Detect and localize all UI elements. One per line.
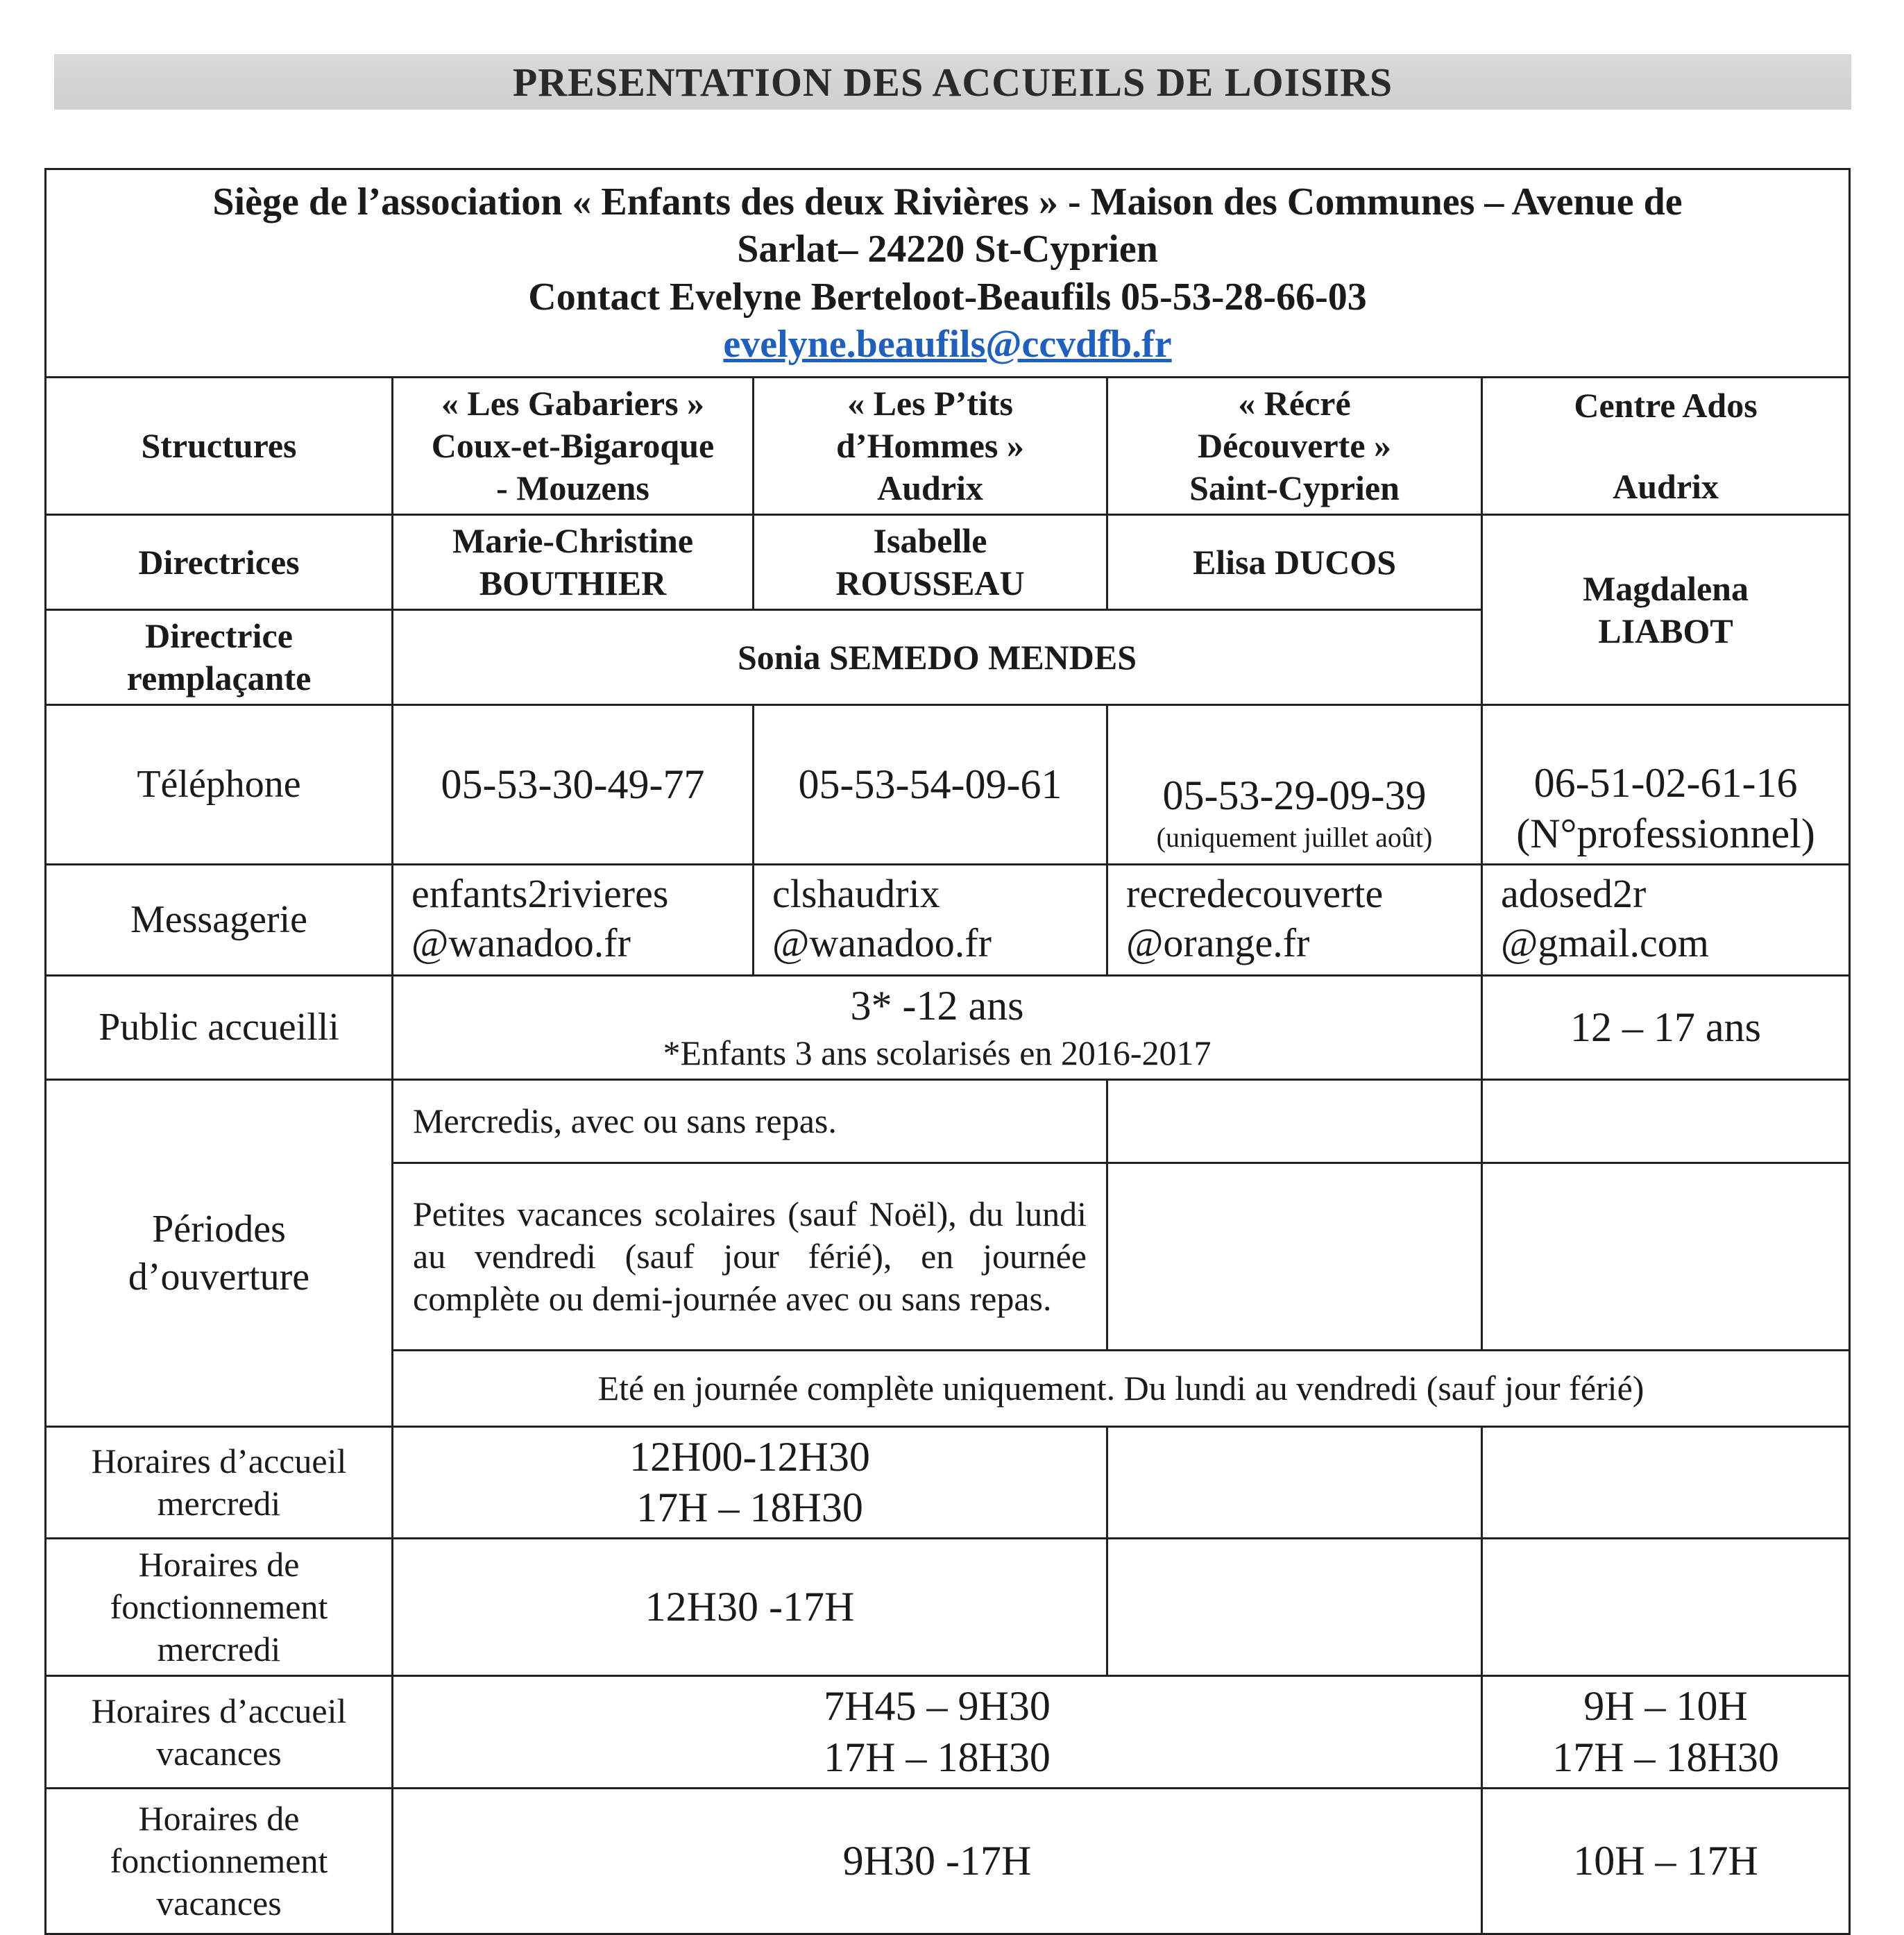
structure-gabariers (393, 378, 754, 515)
email-recre[interactable] (1107, 865, 1482, 976)
structure-recre-line: « Récré (1238, 384, 1351, 423)
directrice-name-line: Magdalena (1583, 568, 1749, 608)
structure-gabariers-line: Coux-et-Bigaroque (431, 426, 715, 465)
label-line: Horaires d’accueil (91, 1691, 347, 1730)
empty-cell (1107, 1080, 1482, 1163)
label-line: Horaires de (138, 1545, 300, 1585)
structure-ados-line: Audrix (1613, 466, 1719, 506)
label-fonct-vacances (46, 1788, 393, 1934)
empty-cell (1107, 1427, 1482, 1539)
title-band (54, 54, 1851, 110)
label-line: mercredi (157, 1630, 281, 1669)
label-fonct-mercredi (46, 1539, 393, 1676)
label-remplacante (46, 610, 393, 705)
email-part: @orange.fr (1126, 920, 1310, 965)
loisirs-table (44, 168, 1851, 1935)
header-email-link[interactable]: evelyne.beaufils@ccvdfb.fr (723, 322, 1172, 366)
phone-note: (N°professionnel) (1516, 810, 1815, 856)
directrice-centre-ados (1482, 515, 1850, 705)
row-messagerie (46, 865, 1850, 976)
label-public: Public accueilli (46, 976, 393, 1080)
label-line: mercredi (157, 1484, 281, 1523)
row-fonct-vacances (46, 1788, 1850, 1934)
association-header (46, 169, 1850, 378)
empty-cell (1482, 1080, 1850, 1163)
hours-line: 17H – 18H30 (824, 1734, 1051, 1780)
email-gabariers[interactable] (393, 865, 754, 976)
label-telephone: Téléphone (46, 705, 393, 865)
hours-line: 12H00-12H30 (629, 1434, 870, 1480)
periode-petites-vacances: Petites vacances scolaires (sauf Noël), du lundi au vendredi (sauf jour férié), en journée complète ou demi-journée avec ou sans repas. (393, 1163, 1107, 1351)
label-line: d’ouverture (128, 1255, 310, 1299)
row-structures (46, 378, 1850, 515)
public-age-range: 3* -12 ans (850, 983, 1024, 1029)
accueil-vacances-ados-hours (1482, 1676, 1850, 1788)
header-line-2: Sarlat– 24220 St-Cyprien (737, 228, 1158, 271)
fonct-mercredi-hours: 12H30 -17H (393, 1539, 1107, 1676)
phone-recre (1107, 705, 1482, 865)
structure-ados-line: Centre Ados (1574, 385, 1758, 425)
label-line: vacances (156, 1733, 282, 1773)
public-enfants (393, 976, 1482, 1080)
label-line: Horaires de (138, 1798, 300, 1838)
label-line: fonctionnement (110, 1841, 328, 1880)
structure-ptits-hommes (754, 378, 1107, 515)
phone-number: 06-51-02-61-16 (1533, 759, 1798, 806)
row-periodes-mercredis (46, 1080, 1850, 1163)
phone-ptits-hommes: 05-53-54-09-61 (754, 705, 1107, 865)
header-line-1: Siège de l’association « Enfants des deux Rivières » - Maison des Communes – Avenue de (212, 180, 1683, 223)
phone-number: 05-53-29-09-39 (1162, 772, 1427, 819)
label-directrices: Directrices (46, 515, 393, 610)
row-accueil-vacances (46, 1676, 1850, 1788)
header-contact: Contact Evelyne Berteloot-Beaufils 05-53-28-66-03 (528, 275, 1367, 319)
row-telephone (46, 705, 1850, 865)
email-part: enfants2rivieres (411, 871, 669, 916)
structure-ptits-hommes-line: Audrix (877, 468, 983, 507)
phone-gabariers: 05-53-30-49-77 (393, 705, 754, 865)
email-ptits-hommes[interactable] (754, 865, 1107, 976)
email-part: @wanadoo.fr (411, 920, 631, 965)
empty-cell (1482, 1539, 1850, 1676)
label-accueil-mercredi (46, 1427, 393, 1539)
row-fonct-mercredi (46, 1539, 1850, 1676)
directrice-name-line: LIABOT (1598, 611, 1733, 650)
structure-gabariers-line: « Les Gabariers » (441, 384, 705, 423)
structure-ptits-hommes-line: d’Hommes » (836, 426, 1024, 465)
directrice-recre: Elisa DUCOS (1107, 515, 1482, 610)
row-directrices (46, 515, 1850, 610)
page-title: PRESENTATION DES ACCUEILS DE LOISIRS (512, 59, 1393, 105)
empty-cell (1482, 1427, 1850, 1539)
email-part: @wanadoo.fr (772, 920, 992, 965)
phone-note: (uniquement juillet août) (1156, 822, 1433, 854)
structure-recre-decouverte (1107, 378, 1482, 515)
fonct-vacances-ados-hours: 10H – 17H (1482, 1788, 1850, 1934)
label-line: Périodes (152, 1208, 286, 1251)
directrice-name-line: BOUTHIER (479, 564, 667, 602)
email-part: recredecouverte (1126, 871, 1384, 916)
accueil-mercredi-hours (393, 1427, 1107, 1539)
structure-centre-ados (1482, 378, 1850, 515)
label-accueil-vacances (46, 1676, 393, 1788)
directrice-name-line: Isabelle (873, 521, 987, 560)
label-line: vacances (156, 1883, 282, 1923)
email-part: @gmail.com (1501, 920, 1709, 965)
email-part: adosed2r (1501, 871, 1647, 916)
fonct-vacances-hours: 9H30 -17H (393, 1788, 1482, 1934)
row-accueil-mercredi (46, 1427, 1850, 1539)
empty-cell (1107, 1163, 1482, 1351)
label-messagerie: Messagerie (46, 865, 393, 976)
email-centre-ados[interactable] (1482, 865, 1850, 976)
structure-ptits-hommes-line: « Les P’tits (847, 384, 1013, 423)
directrice-name-line: Marie-Christine (452, 521, 694, 560)
row-public (46, 976, 1850, 1080)
label-line: Horaires d’accueil (91, 1442, 347, 1481)
hours-line: 17H – 18H30 (636, 1485, 863, 1531)
periode-ete: Eté en journée complète uniquement. Du lundi au vendredi (sauf jour férié) (393, 1351, 1850, 1427)
directrice-name-line: ROUSSEAU (835, 564, 1025, 602)
structure-recre-line: Saint-Cyprien (1189, 468, 1400, 507)
label-periodes (46, 1080, 393, 1427)
periode-mercredis: Mercredis, avec ou sans repas. (393, 1080, 1107, 1163)
structure-gabariers-line: - Mouzens (496, 468, 649, 507)
phone-centre-ados (1482, 705, 1850, 865)
empty-cell (1107, 1539, 1482, 1676)
label-structures: Structures (46, 378, 393, 515)
label-line: Directrice (145, 616, 293, 655)
public-note: *Enfants 3 ans scolarisés en 2016-2017 (663, 1033, 1212, 1072)
accueil-vacances-hours (393, 1676, 1482, 1788)
hours-line: 17H – 18H30 (1552, 1734, 1779, 1780)
public-ados: 12 – 17 ans (1482, 976, 1850, 1080)
email-part: clshaudrix (772, 871, 940, 916)
hours-line: 7H45 – 9H30 (824, 1683, 1051, 1730)
hours-line: 9H – 10H (1583, 1683, 1748, 1730)
header-row (46, 169, 1850, 378)
label-line: fonctionnement (110, 1587, 328, 1627)
empty-cell (1482, 1163, 1850, 1351)
structure-recre-line: Découverte » (1197, 426, 1392, 465)
label-line: remplaçante (126, 659, 312, 698)
remplacante-name: Sonia SEMEDO MENDES (393, 610, 1482, 705)
directrice-ptits-hommes (754, 515, 1107, 610)
directrice-gabariers (393, 515, 754, 610)
